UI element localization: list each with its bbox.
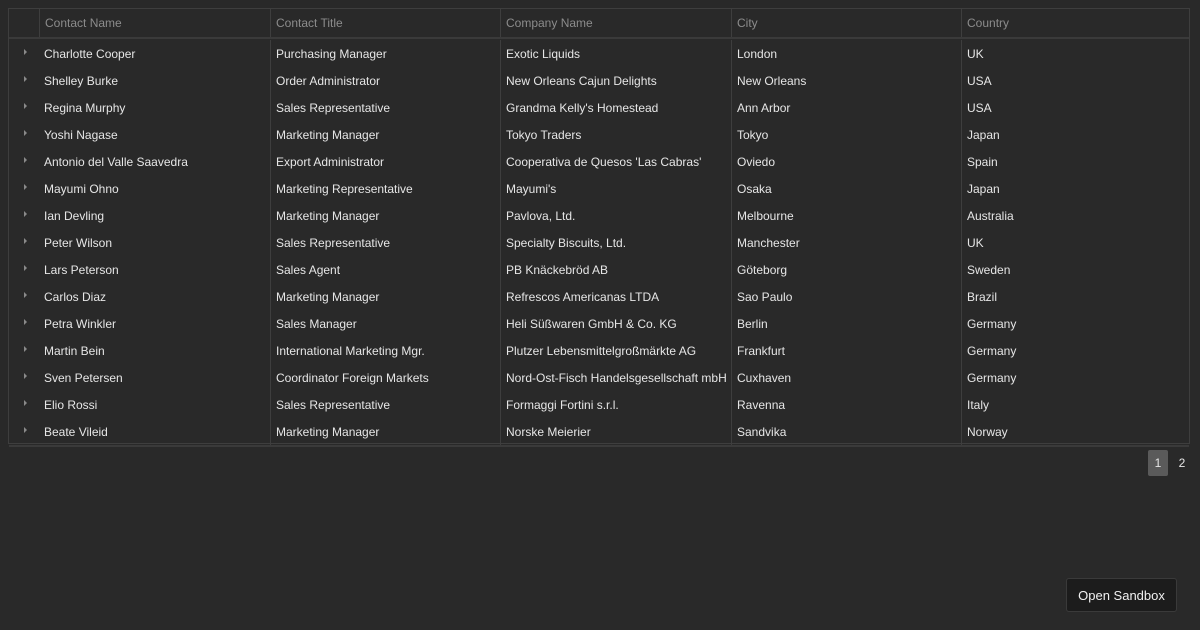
company-name-cell: Norske Meierier xyxy=(500,418,731,445)
caret-right-icon xyxy=(24,49,27,55)
country-cell: Sweden xyxy=(961,256,1189,283)
company-name-cell: New Orleans Cajun Delights xyxy=(500,67,731,94)
contact-name-cell: Peter Wilson xyxy=(44,235,113,250)
caret-right-icon xyxy=(24,346,27,352)
caret-right-icon xyxy=(24,211,27,217)
table-row[interactable] xyxy=(9,337,1189,364)
contact-title-cell: Marketing Manager xyxy=(270,202,500,229)
expand-row-button[interactable] xyxy=(9,67,39,94)
table-row[interactable] xyxy=(9,202,1189,229)
column-header-contact-name[interactable]: Contact Name xyxy=(39,9,270,37)
city-cell: New Orleans xyxy=(731,67,961,94)
contact-name-cell: Petra Winkler xyxy=(44,316,117,331)
caret-right-icon xyxy=(24,76,27,82)
company-name-cell: Formaggi Fortini s.r.l. xyxy=(500,391,731,418)
table-row[interactable] xyxy=(9,364,1189,391)
contact-name-cell: Shelley Burke xyxy=(44,73,119,88)
contact-title-cell: Marketing Manager xyxy=(270,121,500,148)
column-header-contact-title[interactable]: Contact Title xyxy=(270,9,500,37)
city-cell: Cuxhaven xyxy=(731,364,961,391)
company-name-cell: Refrescos Americanas LTDA xyxy=(500,283,731,310)
country-cell: Japan xyxy=(961,121,1189,148)
city-cell: Osaka xyxy=(731,175,961,202)
contact-title-cell: Sales Representative xyxy=(270,229,500,256)
caret-right-icon xyxy=(24,319,27,325)
city-cell: Oviedo xyxy=(731,148,961,175)
company-name-cell: Exotic Liquids xyxy=(500,40,731,67)
expand-row-button[interactable] xyxy=(9,40,39,67)
expand-row-button[interactable] xyxy=(9,256,39,283)
contact-name-cell: Yoshi Nagase xyxy=(44,127,118,142)
city-cell: London xyxy=(731,40,961,67)
table-row[interactable] xyxy=(9,40,1189,67)
caret-right-icon xyxy=(24,238,27,244)
table-row[interactable] xyxy=(9,148,1189,175)
contact-name-cell: Regina Murphy xyxy=(44,100,126,115)
company-name-cell: Tokyo Traders xyxy=(500,121,731,148)
country-cell: USA xyxy=(961,67,1189,94)
table-row[interactable] xyxy=(9,67,1189,94)
expand-row-button[interactable] xyxy=(9,148,39,175)
contact-title-cell: Marketing Representative xyxy=(270,175,500,202)
caret-right-icon xyxy=(24,400,27,406)
contact-title-cell: International Marketing Mgr. xyxy=(270,337,500,364)
company-name-cell: Grandma Kelly's Homestead xyxy=(500,94,731,121)
country-cell: Germany xyxy=(961,337,1189,364)
table-row[interactable] xyxy=(9,310,1189,337)
contact-title-cell: Sales Representative xyxy=(270,94,500,121)
table-row[interactable] xyxy=(9,175,1189,202)
city-cell: Sao Paulo xyxy=(731,283,961,310)
contact-title-cell: Purchasing Manager xyxy=(270,40,500,67)
contact-name-cell: Elio Rossi xyxy=(44,397,98,412)
city-cell: Tokyo xyxy=(731,121,961,148)
country-cell: Australia xyxy=(961,202,1189,229)
country-cell: Brazil xyxy=(961,283,1189,310)
contact-title-cell: Sales Agent xyxy=(270,256,500,283)
expand-row-button[interactable] xyxy=(9,310,39,337)
table-row[interactable] xyxy=(9,391,1189,418)
city-cell: Melbourne xyxy=(731,202,961,229)
open-sandbox-button[interactable]: Open Sandbox xyxy=(1066,578,1177,612)
contact-title-cell: Sales Representative xyxy=(270,391,500,418)
country-cell: UK xyxy=(961,229,1189,256)
expand-row-button[interactable] xyxy=(9,175,39,202)
caret-right-icon xyxy=(24,292,27,298)
company-name-cell: Cooperativa de Quesos 'Las Cabras' xyxy=(500,148,731,175)
expand-row-button[interactable] xyxy=(9,391,39,418)
contact-title-cell: Export Administrator xyxy=(270,148,500,175)
country-cell: Germany xyxy=(961,310,1189,337)
contact-name-cell: Ian Devling xyxy=(44,208,105,223)
country-cell: Italy xyxy=(961,391,1189,418)
table-row[interactable] xyxy=(9,229,1189,256)
caret-right-icon xyxy=(24,265,27,271)
table-row[interactable] xyxy=(9,418,1189,445)
city-cell: Berlin xyxy=(731,310,961,337)
expand-row-button[interactable] xyxy=(9,283,39,310)
caret-right-icon xyxy=(24,157,27,163)
company-name-cell: Specialty Biscuits, Ltd. xyxy=(500,229,731,256)
company-name-cell: Plutzer Lebensmittelgroßmärkte AG xyxy=(500,337,731,364)
caret-right-icon xyxy=(24,130,27,136)
grid-body xyxy=(9,39,1189,447)
country-cell: Germany xyxy=(961,364,1189,391)
column-header-country[interactable]: Country xyxy=(961,9,1189,37)
country-cell: Japan xyxy=(961,175,1189,202)
contact-name-cell: Sven Petersen xyxy=(44,370,123,385)
city-cell: Ann Arbor xyxy=(731,94,961,121)
company-name-cell: PB Knäckebröd AB xyxy=(500,256,731,283)
table-row[interactable] xyxy=(9,94,1189,121)
table-row[interactable] xyxy=(9,121,1189,148)
contact-title-cell: Order Administrator xyxy=(270,67,500,94)
expand-row-button[interactable] xyxy=(9,337,39,364)
contact-name-cell: Martin Bein xyxy=(44,343,105,358)
city-cell: Manchester xyxy=(731,229,961,256)
contact-title-cell: Sales Manager xyxy=(270,310,500,337)
suppliers-grid xyxy=(8,8,1190,444)
expand-row-button[interactable] xyxy=(9,94,39,121)
table-row[interactable] xyxy=(9,283,1189,310)
company-name-cell: Nord-Ost-Fisch Handelsgesellschaft mbH xyxy=(500,364,731,391)
city-cell: Ravenna xyxy=(731,391,961,418)
company-name-cell: Mayumi's xyxy=(500,175,731,202)
table-row[interactable] xyxy=(9,256,1189,283)
expand-row-button[interactable] xyxy=(9,229,39,256)
page-button-2[interactable]: 2 xyxy=(1178,456,1186,470)
country-cell: UK xyxy=(961,40,1189,67)
column-header-city[interactable]: City xyxy=(731,9,961,37)
expand-row-button[interactable] xyxy=(9,121,39,148)
expand-row-button[interactable] xyxy=(9,364,39,391)
city-cell: Göteborg xyxy=(731,256,961,283)
caret-right-icon xyxy=(24,184,27,190)
city-cell: Sandvika xyxy=(731,418,961,445)
contact-title-cell: Coordinator Foreign Markets xyxy=(270,364,500,391)
contact-name-cell: Charlotte Cooper xyxy=(44,46,136,61)
column-header-company-name[interactable]: Company Name xyxy=(500,9,731,37)
country-cell: Spain xyxy=(961,148,1189,175)
company-name-cell: Pavlova, Ltd. xyxy=(500,202,731,229)
caret-right-icon xyxy=(24,427,27,433)
page-button-1[interactable]: 1 xyxy=(1148,450,1168,476)
country-cell: USA xyxy=(961,94,1189,121)
caret-right-icon xyxy=(24,373,27,379)
expand-column-header xyxy=(9,9,39,37)
contact-name-cell: Beate Vileid xyxy=(44,424,108,439)
expand-row-button[interactable] xyxy=(9,418,39,445)
contact-title-cell: Marketing Manager xyxy=(270,283,500,310)
city-cell: Frankfurt xyxy=(731,337,961,364)
contact-name-cell: Mayumi Ohno xyxy=(44,181,119,196)
contact-name-cell: Lars Peterson xyxy=(44,262,119,277)
contact-name-cell: Carlos Diaz xyxy=(44,289,107,304)
caret-right-icon xyxy=(24,103,27,109)
grid-header xyxy=(9,9,1189,39)
country-cell: Norway xyxy=(961,418,1189,445)
pager xyxy=(1148,450,1192,476)
company-name-cell: Heli Süßwaren GmbH & Co. KG xyxy=(500,310,731,337)
contact-title-cell: Marketing Manager xyxy=(270,418,500,445)
expand-row-button[interactable] xyxy=(9,202,39,229)
contact-name-cell: Antonio del Valle Saavedra xyxy=(44,154,188,169)
